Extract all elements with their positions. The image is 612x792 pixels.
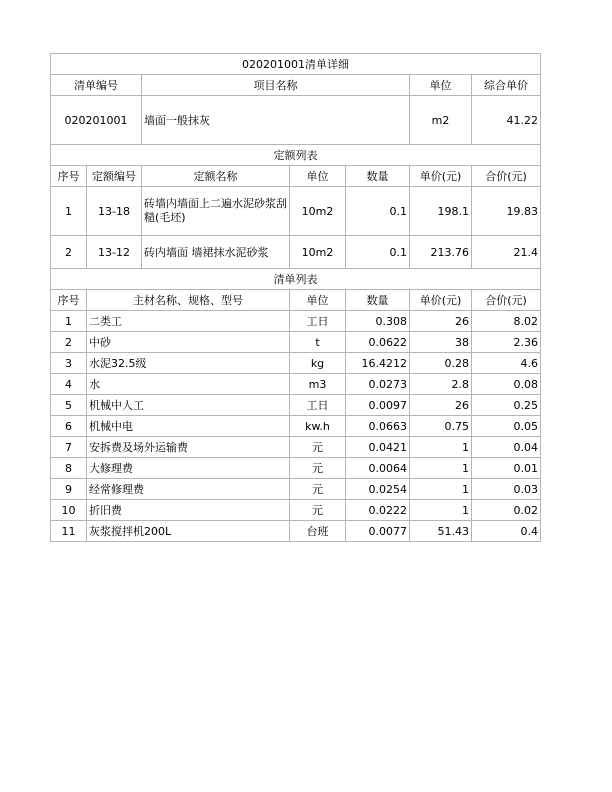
- list-qty: 0.0273: [346, 374, 410, 395]
- quota-total: 19.83: [472, 187, 541, 236]
- list-name: 经常修理费: [87, 479, 290, 500]
- list-total: 0.01: [472, 458, 541, 479]
- list-row: [51, 416, 541, 437]
- bill-unit-header: 单位: [410, 75, 472, 96]
- list-qty: 0.0064: [346, 458, 410, 479]
- quota-price: 198.1: [410, 187, 472, 236]
- list-name: 二类工: [87, 311, 290, 332]
- list-qty: 16.4212: [346, 353, 410, 374]
- list-qty: 0.0663: [346, 416, 410, 437]
- list-unit: 台班: [290, 521, 346, 542]
- list-no: 7: [51, 437, 87, 458]
- list-unit: 工日: [290, 395, 346, 416]
- list-name: 机械中电: [87, 416, 290, 437]
- list-name: 灰浆搅拌机200L: [87, 521, 290, 542]
- list-price: 0.28: [410, 353, 472, 374]
- list-unit: kg: [290, 353, 346, 374]
- quota-row: [51, 187, 541, 236]
- list-unit: 元: [290, 500, 346, 521]
- bill-detail-sheet: [50, 53, 540, 542]
- list-no: 9: [51, 479, 87, 500]
- list-row: [51, 311, 541, 332]
- list-price: 26: [410, 311, 472, 332]
- list-no: 6: [51, 416, 87, 437]
- list-unit: 元: [290, 458, 346, 479]
- list-unit: 元: [290, 437, 346, 458]
- quota-code: 13-12: [87, 236, 142, 269]
- quota-qty: 0.1: [346, 187, 410, 236]
- list-unit: 元: [290, 479, 346, 500]
- list-price: 1: [410, 479, 472, 500]
- list-name: 中砂: [87, 332, 290, 353]
- list-row: [51, 437, 541, 458]
- list-name: 折旧费: [87, 500, 290, 521]
- list-price: 1: [410, 500, 472, 521]
- list-total-header: 合价(元): [472, 290, 541, 311]
- list-price: 1: [410, 437, 472, 458]
- list-row: [51, 395, 541, 416]
- list-qty: 0.0622: [346, 332, 410, 353]
- quota-no: 2: [51, 236, 87, 269]
- list-row: [51, 479, 541, 500]
- quota-qty: 0.1: [346, 236, 410, 269]
- list-total: 8.02: [472, 311, 541, 332]
- quota-no-header: 序号: [51, 166, 87, 187]
- title-row: [51, 54, 541, 75]
- list-unit: kw.h: [290, 416, 346, 437]
- bill-price-header: 综合单价: [472, 75, 541, 96]
- quota-section-title: 定额列表: [51, 145, 541, 166]
- quota-total: 21.4: [472, 236, 541, 269]
- list-total: 0.04: [472, 437, 541, 458]
- quota-total-header: 合价(元): [472, 166, 541, 187]
- quota-section-row: [51, 145, 541, 166]
- list-total: 2.36: [472, 332, 541, 353]
- quota-name-header: 定额名称: [142, 166, 290, 187]
- list-total: 0.02: [472, 500, 541, 521]
- list-price: 51.43: [410, 521, 472, 542]
- list-qty-header: 数量: [346, 290, 410, 311]
- bill-name: 墙面一般抹灰: [142, 96, 410, 145]
- list-no: 3: [51, 353, 87, 374]
- quota-unit: 10m2: [290, 187, 346, 236]
- list-no: 5: [51, 395, 87, 416]
- list-name: 机械中人工: [87, 395, 290, 416]
- list-no: 11: [51, 521, 87, 542]
- list-row: [51, 332, 541, 353]
- list-row: [51, 353, 541, 374]
- quota-unit: 10m2: [290, 236, 346, 269]
- bill-price: 41.22: [472, 96, 541, 145]
- list-total: 0.4: [472, 521, 541, 542]
- list-unit-header: 单位: [290, 290, 346, 311]
- list-unit: t: [290, 332, 346, 353]
- bill-unit: m2: [410, 96, 472, 145]
- list-total: 0.03: [472, 479, 541, 500]
- list-name: 安拆费及场外运输费: [87, 437, 290, 458]
- list-total: 0.05: [472, 416, 541, 437]
- quota-no: 1: [51, 187, 87, 236]
- bill-detail-table: [50, 53, 541, 542]
- quota-price-header: 单价(元): [410, 166, 472, 187]
- list-row: [51, 521, 541, 542]
- list-qty: 0.0097: [346, 395, 410, 416]
- bill-header-row: [51, 75, 541, 96]
- list-price: 38: [410, 332, 472, 353]
- list-no: 1: [51, 311, 87, 332]
- quota-name: 砖内墙面 墙裙抹水泥砂浆: [142, 236, 290, 269]
- list-name: 水: [87, 374, 290, 395]
- list-header-row: [51, 290, 541, 311]
- list-row: [51, 374, 541, 395]
- list-name-header: 主材名称、规格、型号: [87, 290, 290, 311]
- list-price-header: 单价(元): [410, 290, 472, 311]
- list-no: 4: [51, 374, 87, 395]
- list-qty: 0.0222: [346, 500, 410, 521]
- quota-row: [51, 236, 541, 269]
- list-price: 1: [410, 458, 472, 479]
- quota-code: 13-18: [87, 187, 142, 236]
- list-qty: 0.0254: [346, 479, 410, 500]
- bill-row: [51, 96, 541, 145]
- bill-name-header: 项目名称: [142, 75, 410, 96]
- bill-code-header: 清单编号: [51, 75, 142, 96]
- sheet-title: 020201001清单详细: [51, 54, 541, 75]
- list-no: 2: [51, 332, 87, 353]
- list-row: [51, 458, 541, 479]
- list-qty: 0.308: [346, 311, 410, 332]
- list-section-title: 清单列表: [51, 269, 541, 290]
- bill-code: 020201001: [51, 96, 142, 145]
- list-qty: 0.0421: [346, 437, 410, 458]
- list-total: 4.6: [472, 353, 541, 374]
- list-no-header: 序号: [51, 290, 87, 311]
- list-row: [51, 500, 541, 521]
- quota-qty-header: 数量: [346, 166, 410, 187]
- list-qty: 0.0077: [346, 521, 410, 542]
- quota-price: 213.76: [410, 236, 472, 269]
- list-unit: m3: [290, 374, 346, 395]
- quota-code-header: 定额编号: [87, 166, 142, 187]
- quota-name: 砖墙内墙面上二遍水泥砂浆刮糙(毛坯): [142, 187, 290, 236]
- list-name: 大修理费: [87, 458, 290, 479]
- list-price: 26: [410, 395, 472, 416]
- list-section-row: [51, 269, 541, 290]
- list-name: 水泥32.5级: [87, 353, 290, 374]
- list-price: 0.75: [410, 416, 472, 437]
- list-unit: 工日: [290, 311, 346, 332]
- list-no: 8: [51, 458, 87, 479]
- list-price: 2.8: [410, 374, 472, 395]
- list-total: 0.25: [472, 395, 541, 416]
- quota-header-row: [51, 166, 541, 187]
- quota-unit-header: 单位: [290, 166, 346, 187]
- list-total: 0.08: [472, 374, 541, 395]
- list-no: 10: [51, 500, 87, 521]
